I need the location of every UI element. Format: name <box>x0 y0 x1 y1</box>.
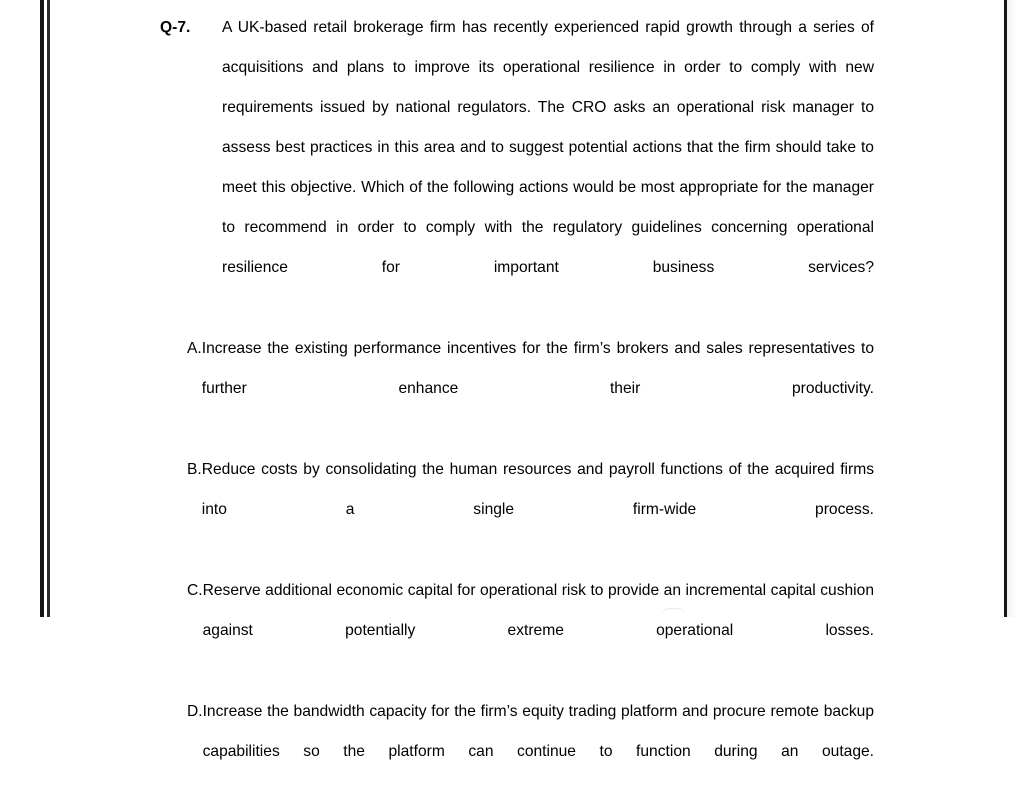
option-d[interactable] <box>160 692 874 812</box>
question-content <box>160 8 874 812</box>
option-text: Increase the existing performance incentives for the firm’s brokers and sales representatives to further enhance their productivity. <box>201 340 874 397</box>
option-a[interactable] <box>160 329 874 449</box>
option-b[interactable] <box>160 450 874 570</box>
option-letter: C. <box>187 582 203 599</box>
binding-bar-outer-left <box>40 0 44 617</box>
option-text: Reserve additional economic capital for operational risk to provide an incremental capital cushion against potentially extreme operational losses. <box>202 582 874 639</box>
option-c[interactable] <box>160 571 874 691</box>
question-block <box>160 8 874 328</box>
option-text: Reduce costs by consolidating the human resources and payroll functions of the acquired firms into a single firm-wide process. <box>201 461 874 518</box>
option-letter: D. <box>187 703 203 720</box>
option-letter: B. <box>187 461 202 478</box>
question-number: Q-7. <box>160 19 191 36</box>
page-binding-right <box>976 0 1024 617</box>
option-text: Increase the bandwidth capacity for the firm’s equity trading platform and procure remote backup capabilities so the platform can continue to function during an outage. <box>202 703 874 760</box>
binding-bar-inner-left <box>47 0 50 617</box>
option-letter: A. <box>187 340 202 357</box>
question-stem: A UK-based retail brokerage firm has recently experienced rapid growth through a series of acquisitions and plans to improve its operational resilience in order to comply with new requirements issued by national regulators. The CRO asks an operational risk manager to assess best practices in this area and to suggest potential actions that the firm should take to meet this objective. Which of the following actions would be most appropriate for the manager to recommend in order to comply with the regulatory guidelines concerning operational resilience for important business services? <box>222 19 874 276</box>
page-edge-shadow <box>1007 0 1024 617</box>
answer-options <box>160 329 874 812</box>
page-binding-left <box>0 0 56 617</box>
page-scan-artifact <box>660 608 686 617</box>
